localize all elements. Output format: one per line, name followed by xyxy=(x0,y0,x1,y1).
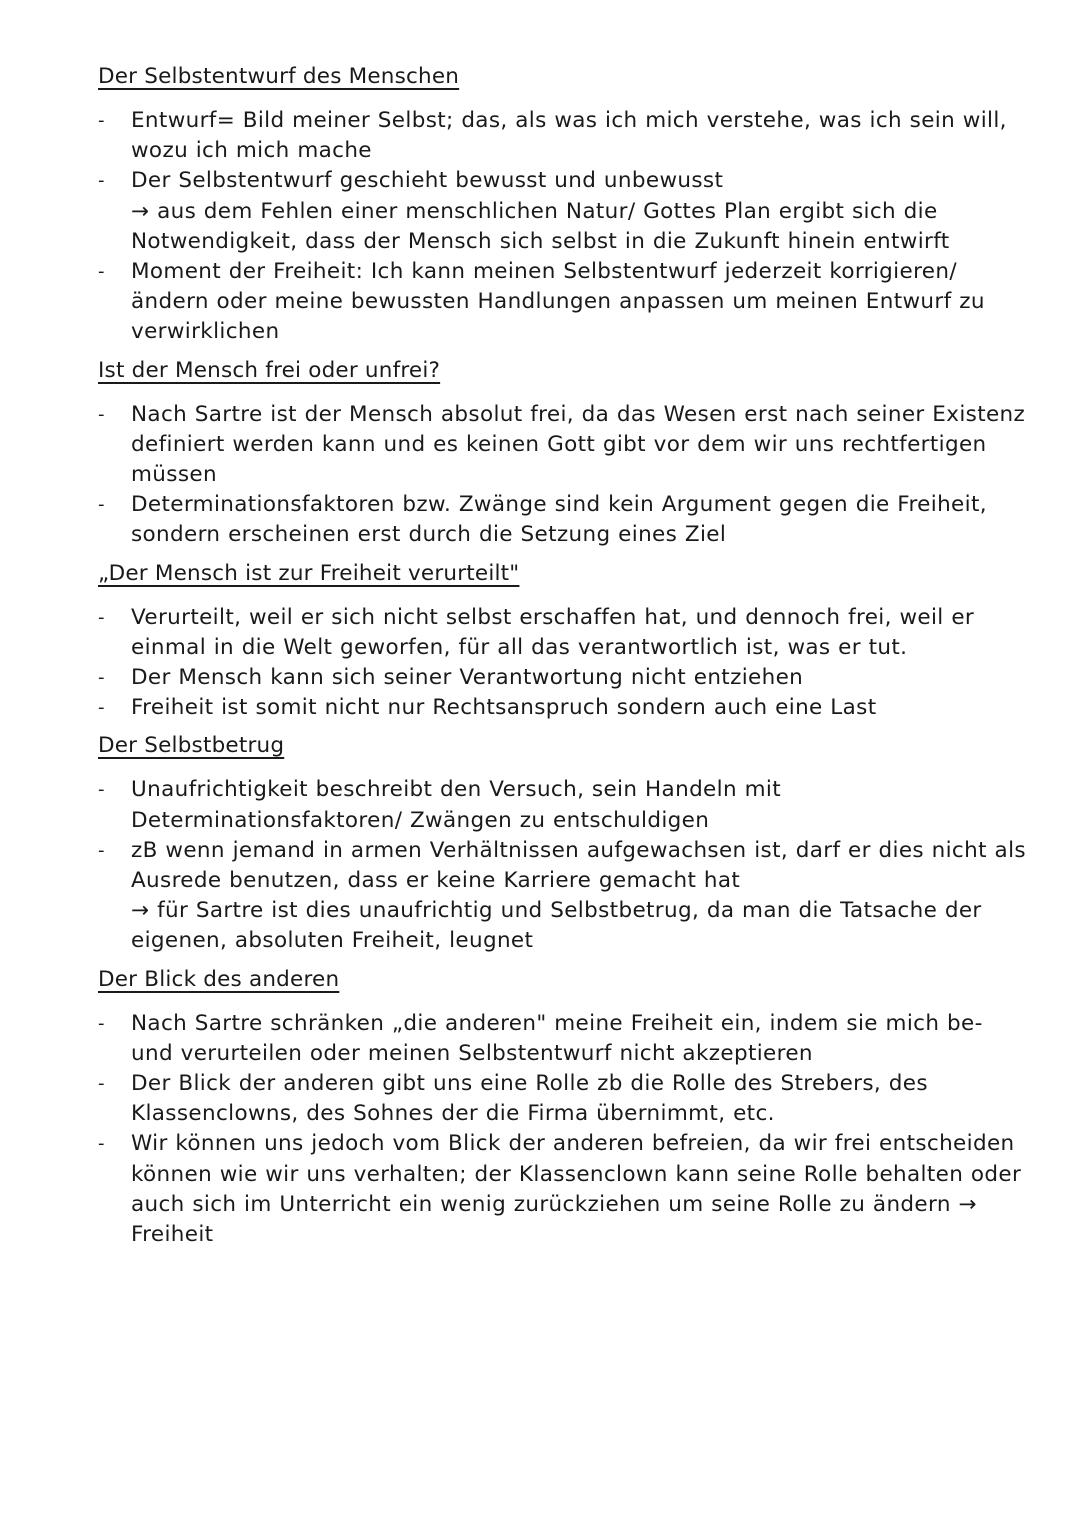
bullet-text xyxy=(131,1129,1028,1250)
section-heading: Ist der Mensch frei oder unfrei? xyxy=(98,357,441,383)
bullet-text: - Unaufrichtigkeit beschreibt den Versuch, sein Handeln mit Determinationsfaktoren/ Zwängen zu entschuldigen xyxy=(131,777,782,833)
arrow-text: Freiheit xyxy=(131,1222,214,1248)
section-heading: Der Selbstentwurf des Menschen xyxy=(98,64,460,89)
list-item xyxy=(98,1069,1028,1129)
bullet-list xyxy=(98,775,1028,956)
list-item xyxy=(98,836,1028,957)
list-item xyxy=(98,257,1028,348)
section-selbstentwurf xyxy=(98,62,1028,348)
arrow-right-icon: → xyxy=(131,898,150,924)
list-item xyxy=(98,1129,1028,1250)
bullet-list xyxy=(98,400,1028,551)
section-heading: „Der Mensch ist zur Freiheit verurteilt" xyxy=(98,560,520,586)
list-item xyxy=(98,106,1028,166)
bullet-text: - Freiheit ist somit nicht nur Rechtsanspruch sondern auch eine Last xyxy=(131,695,877,721)
bullet-text: - Der Mensch kann sich seiner Verantwortung nicht entziehen xyxy=(131,665,804,691)
document-page xyxy=(98,62,1028,1258)
bullet-text: - Moment der Freiheit: Ich kann meinen Selbstentwurf jederzeit korrigieren/ ändern oder meine bewussten Handlungen anpassen um meinen Entwurf zu verwirklichen xyxy=(131,259,985,345)
bullet-text: - Entwurf= Bild meiner Selbst; das, als was ich mich verstehe, was ich sein will, wozu ich mich mache xyxy=(131,108,1007,164)
section-frei-unfrei xyxy=(98,356,1028,551)
section-heading: Der Blick des anderen xyxy=(98,966,340,992)
section-blick-des-anderen xyxy=(98,965,1028,1251)
bullet-list xyxy=(98,1009,1028,1251)
arrow-text: für Sartre ist dies unaufrichtig und Selbstbetrug, da man die Tatsache der eigenen, absoluten Freiheit, leugnet xyxy=(131,898,982,954)
list-item xyxy=(98,1009,1028,1069)
arrow-line xyxy=(131,896,1028,956)
list-item xyxy=(98,490,1028,550)
bullet-text: - zB wenn jemand in armen Verhältnissen aufgewachsen ist, darf er dies nicht als Ausrede benutzen, dass er keine Karriere gemacht hat xyxy=(131,837,1026,894)
bullet-text: - Der Blick der anderen gibt uns eine Rolle zb die Rolle des Strebers, des Klassenclowns, des Sohnes der die Firma übernimmt, etc. xyxy=(131,1071,928,1127)
arrow-right-icon: → xyxy=(958,1191,977,1217)
section-selbstbetrug xyxy=(98,731,1028,956)
section-heading: Der Selbstbetrug xyxy=(98,733,285,759)
arrow-right-icon: → xyxy=(131,198,150,224)
list-item xyxy=(98,663,1028,693)
bullet-text: - Verurteilt, weil er sich nicht selbst erschaffen hat, und dennoch frei, weil er einmal in die Welt geworfen, für all das verantwortlich ist, was er tut. xyxy=(131,604,975,660)
section-verurteilt xyxy=(98,559,1028,724)
list-item xyxy=(98,400,1028,491)
bullet-list xyxy=(98,106,1028,348)
bullet-text-main: Wir können uns jedoch vom Blick der anderen befreien, da wir frei entscheiden können wie wir uns verhalten; der Klassenclown kann seine Rolle behalten oder auch sich im Unterricht ein wenig zurückziehen um seine Rolle zu ändern xyxy=(131,1131,1022,1217)
bullet-list xyxy=(98,603,1028,724)
bullet-text: - Nach Sartre ist der Mensch absolut frei, da das Wesen erst nach seiner Existenz definiert werden kann und es keinen Gott gibt vor dem wir uns rechtfertigen müssen xyxy=(131,401,1026,488)
bullet-text: - Nach Sartre schränken „die anderen" meine Freiheit ein, indem sie mich be- und verurteilen oder meinen Selbstentwurf nicht akzeptieren xyxy=(131,1010,983,1066)
list-item xyxy=(98,693,1028,723)
list-item xyxy=(98,775,1028,835)
bullet-text: - Determinationsfaktoren bzw. Zwänge sind kein Argument gegen die Freiheit, sondern erscheinen erst durch die Setzung eines Ziel xyxy=(131,492,987,548)
arrow-text: aus dem Fehlen einer menschlichen Natur/ Gottes Plan ergibt sich die Notwendigkeit, dass der Mensch sich selbst in die Zukunft hinein entwirft xyxy=(131,198,950,254)
bullet-text: - Der Selbstentwurf geschieht bewusst und unbewusst xyxy=(131,168,724,194)
list-item xyxy=(98,603,1028,663)
arrow-line xyxy=(131,197,1028,257)
list-item xyxy=(98,166,1028,257)
